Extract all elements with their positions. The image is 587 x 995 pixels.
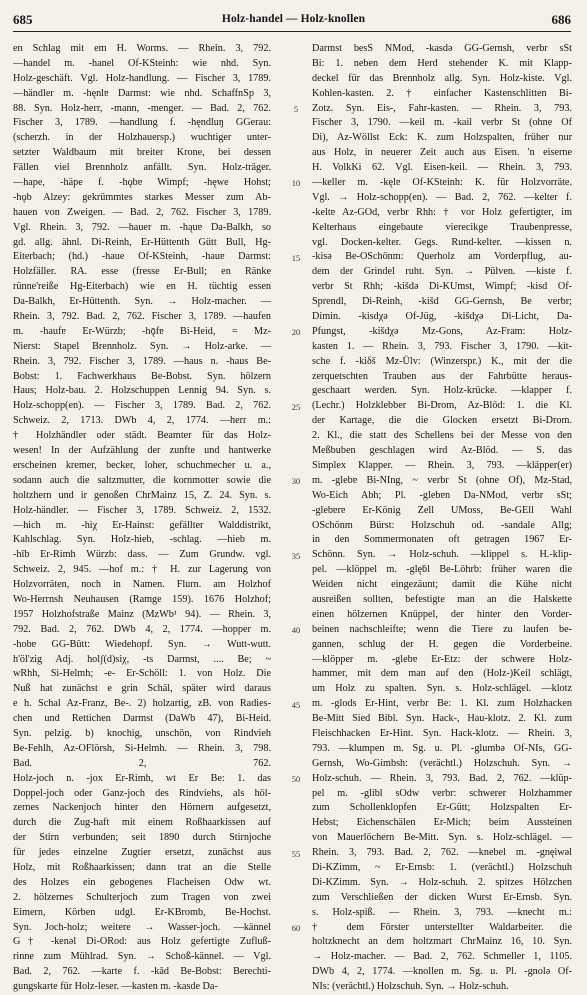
text-line: für jedes einzelne Zugtier ersetzt, zunächst aus: [13, 847, 271, 859]
text-line: Weiden nicht eingezäunt; damit die Kühe nicht: [312, 579, 572, 591]
text-line: Pfungst, -kišdχə Mz-Gons, Az-Fram: Holz-: [312, 325, 572, 337]
line-number: 10: [291, 178, 301, 189]
text-line: Bi: 1. neben dem Herd stehender K. mit Klapp-: [312, 57, 572, 69]
text-line: Sprendl, Di-Reinh, -kišd GG-Gernsh, Be verbr;: [312, 296, 572, 308]
text-line: kasten 1. — Rhein. 3, 793. Fischer 3, 1790. —kit-: [312, 340, 572, 352]
text-line: geschaart werden. Syn. Holz-krücke. —klapper f.: [312, 385, 572, 397]
text-line: in den Sommermonaten oft getragen 1967 Er-: [312, 534, 572, 546]
text-line: 2. hölzernes Schulterjoch zum Tragen von zwei: [13, 891, 271, 903]
text-line: -keltɐ Az-GOd, verbr Rhh: † vor Holz gefertigter, im: [312, 206, 572, 218]
text-line: deckel für das Brennholz allg. Syn. Holz-kiste. Vgl.: [312, 72, 572, 84]
text-line: holtzknecht an dem holtzmart ChrMainz 16, 10. Syn.: [312, 936, 572, 948]
text-line: m. -glods Er-Hint, verbr Be: 1. Kl. zum Holzhacken: [312, 698, 572, 710]
text-line: durch die Zug-haft mit einem Roßhaarkissen auf: [13, 817, 271, 829]
text-line: hauen von Zweigen. — Bad. 2, 762. Fischer 3, 1789.: [13, 206, 271, 218]
text-line: Vgl. Rhein. 3, 792. —hauer m. -hąuɐ Da-Balkh, so: [13, 221, 271, 233]
text-line: Holzvorräten, noch in Namen. Flurn. am Holzhof: [13, 579, 271, 591]
line-number: 45: [291, 699, 301, 710]
text-line: —keller m. -kęlɐ Of-KSteinh: K. für Holzvorräte.: [312, 177, 572, 189]
text-line: —hich m. -hiχ Er-Hainst: gefällter Walddistrikt,: [13, 519, 271, 531]
text-line: des Holzes ein gebogenes Flacheisen Odw wt.: [13, 876, 271, 888]
text-line: -hǫb Alzey: gekrümmtes starkes Messer zum Ab-: [13, 191, 271, 203]
text-line: m. -glebɐ Bi-NIng, ~ verbr St (ohne Of), Mz-Stad,: [312, 474, 572, 486]
text-line: holtzhern und ir genoßen ChrMainz 15, Z. 24. Syn. s.: [13, 489, 271, 501]
left-column: [13, 42, 271, 995]
text-line: Holz, mit Roßhaarkissen; dann trat an die Stelle: [13, 861, 271, 873]
text-line: Schweiz. 2, 1713. DWb 4, 2, 1774. —herr m.:: [13, 415, 271, 427]
text-line: Simplex Klapper. — Rhein. 3, 793. —kläpper(er): [312, 459, 572, 471]
text-line: OSchönm Bürst: Holzschuh od. -sandale Allg;: [312, 519, 572, 531]
text-line: -kisə Be-OSchönm: Querholz am Vorderpflug, au-: [312, 251, 572, 263]
text-line: um Holz zu spalten. Syn. s. Holz-schlägel. —klotz: [312, 683, 572, 695]
text-line: wesen! In der Aufzählung der zunfte und hantwerke: [13, 445, 271, 457]
text-line: dem der Grindel ruht. Syn. → Pülven. —kiste f.: [312, 266, 572, 278]
text-line: Di-KZimm, ~ Er-Ernsb: 1. (verächtl.) Holzschuh: [312, 861, 572, 873]
text-line: gannen, schlug der H. gegen die Vorderbeine.: [312, 638, 572, 650]
text-line: s. Holz-spiß. — Rhein. 3, 793. —knecht m.:: [312, 906, 572, 918]
text-line: H. VolkKi 62. Vgl. Eisen-keil. — Rhein. 3, 793.: [312, 162, 572, 174]
text-line: -hīb Er-Rimh Würzb: dass. — Zum Grundw. vgl.: [13, 549, 271, 561]
text-line: (Lechr.) Holzklebber Bi-Drom, Az-Blöd: 1. die Kl.: [312, 400, 572, 412]
page-number-left: 685: [13, 12, 33, 27]
text-line: Holzfäller. RA. esse (fresse Er-Bull; en Ränke: [13, 266, 271, 278]
text-line: Holz-geschäft. Vgl. Holz-handlung. — Fischer 3, 1789.: [13, 72, 271, 84]
text-line: -hobɐ GG-Bütt: Wiedehopf. Syn. → Wutt-wutt.: [13, 638, 271, 650]
text-line: verbr St Rhh; -kišdə Di-KUmst, Wimpf; -kisd Of-: [312, 281, 572, 293]
text-line: Schweiz. 2, 945. —hof m.: † H. zur Lagerung von: [13, 564, 271, 576]
text-line: —handel m. -hanel Of-KSteinh: wie nhd. Syn.: [13, 57, 271, 69]
text-line: —klöpper m. -glebɐ Er-Etz: der schwere Holz-: [312, 653, 572, 665]
text-line: Eimern, Körben udgl. Er-KBromb, Be-Hochst.: [13, 906, 271, 918]
text-line: —hape, -häpe f. -hǫbɐ Wimpf; -hęwe Hohst;: [13, 177, 271, 189]
text-line: Meßbuben geschlagen wird Az-Blöd. — S. das: [312, 445, 572, 457]
text-line: Kelterhaus eingebaute vierecikge Traubenpresse,: [312, 221, 572, 233]
text-line: zernes Nackenjoch hinter den Hörnern aufgesetzt,: [13, 802, 271, 814]
text-line: setzter Waldbaum mit breiter Krone, bei dessen: [13, 147, 271, 159]
text-line: Doppel-joch oder Ganz-joch des Rindviehs, als höl-: [13, 787, 271, 799]
text-line: -glebɐrɐ Er-König Zell UMoss, Be-GEll Wahl: [312, 504, 572, 516]
text-line: Gernsh, Wo-Gimbsh: (verächtl.) Holzschuh. Syn. →: [312, 757, 572, 769]
text-line: Kohlen-kasten. 2. † einfacher Kastenschlitten Bi-: [312, 87, 572, 99]
text-line: zerquetschten Trauben aus der Fahrbütte heraus-: [312, 370, 572, 382]
text-line: † Holzhändler oder städt. Beamter für das Holz-: [13, 430, 271, 442]
text-line: Syn. Joch-holz; weitere → Wasser-joch. —kännel: [13, 921, 271, 933]
text-line: Zotz. Syn. Eis-, Fahr-kasten. — Rhein. 3, 793.: [312, 102, 572, 114]
text-line: Nierst: Stapel Brennholz. Syn. → Holz-arke. —: [13, 340, 271, 352]
text-line: erscheinen kremer, becker, loher, schuchmecher u. a.,: [13, 459, 271, 471]
text-line: gd. allg. ähnl. Di-Reinh, Er-Hüttenth Gütt Bull, Hg-: [13, 236, 271, 248]
text-line: Dimin. -kisdχə Of-Jüg, -kišdχə Di-Licht, Da-: [312, 311, 572, 323]
text-line: → Holz-macher. — Bad. 2, 762. Schmeller 1, 1105.: [312, 951, 572, 963]
text-line: (scherzh. in der Holzhauersp.) wuchtiger unter-: [13, 132, 271, 144]
text-line: DWb 4, 2, 1774. —knollen m. Sg. u. Pl. -gnolə Of-: [312, 966, 572, 978]
text-line: 793. —klumpen m. Sg. u. Pl. -glumbə Of-NIs, GG-: [312, 742, 572, 754]
line-number: 20: [291, 327, 301, 338]
line-number: 40: [291, 625, 301, 636]
text-line: Darmst besS NMod, -kasdə GG-Gernsh, verbr sSt: [312, 43, 572, 54]
text-line: Rhein. 3, 793. Bad. 2, 762. —knebel m. -gnęiwəl: [312, 847, 572, 859]
text-line: sche f. -kiδš Mz-Ülv: (Winzerspr.) K., mit der die: [312, 355, 572, 367]
text-line: aus Holz, in neuerer Zeit auch aus Eisen. 'n eiserne: [312, 147, 572, 159]
line-number: 55: [291, 848, 301, 859]
text-line: Rhein. 3, 792. Fischer 3, 1789. —haus n. -haus Be-: [13, 355, 271, 367]
text-line: h'öl'zig Adj. holʃ(d)siχ, -ts Darmst, .... Be; ~: [13, 653, 271, 665]
text-line: Vgl. → Holz-schopp(en). — Bad. 2, 762. —kelter f.: [312, 191, 572, 203]
text-line: Hebst; Eichenschälen Er-Mich; beim Aussteinen: [312, 817, 572, 829]
line-number: 35: [291, 550, 301, 561]
text-line: 2. Kl., die statt des Schellens bei der Messe von den: [312, 430, 572, 442]
text-line: zum Schollenklopfen Er-Gütt; Holzspalten Er-: [312, 802, 572, 814]
text-line: 1957 Holzhofstraße Mainz (MzWb¹ 94). — Rhein. 3,: [13, 608, 271, 620]
text-line: Kahlschlag. Syn. Holz-hieb, -schlag. —hieb m.: [13, 534, 271, 546]
running-head: Holz-handel — Holz-knollen: [221, 13, 366, 25]
text-line: gungskarte für Holz-leser. —kasten m. -kasde Da-: [13, 981, 218, 993]
text-line: Fischer 3, 1789. —handlung f. -hęndluŋ GGerau:: [13, 117, 271, 129]
text-line: NIs: (verächtl.) Holzschuh. Syn. → Holz-schuh.: [312, 981, 509, 993]
text-line: Bobst: 1. Fachwerkhaus Be-Bobst. Syn. hölzern: [13, 370, 271, 382]
line-number: 60: [291, 923, 301, 934]
text-line: Holz-schopp(en). — Fischer 3, 1789. Bad. 2, 762.: [13, 400, 271, 412]
text-line: Di-KZimm. Syn. → Holz-schuh. 2. spitzes Hölzchen: [312, 876, 572, 888]
text-line: Fällen viel Brennholz anfällt. Syn. Holz-träger.: [13, 162, 271, 174]
text-line: 88. Syn. Holz-herr, -mann, -menger. — Bad. 2, 762.: [13, 102, 271, 114]
text-line: zum Verschließen der dicken Wurst Er-Ernsb. Syn.: [312, 891, 572, 903]
text-line: einen hölzernen Knüppel, der hinter den Vorder-: [312, 608, 572, 620]
text-line: beinen nachschleifte; wenn die Tiere zu laufen be-: [312, 623, 572, 635]
line-number: 50: [291, 774, 301, 785]
text-line: hammer, mit dem man auf den (Holz-)Keil schlägt,: [312, 668, 572, 680]
text-line: vgl. Docken-kelter. Gegs. Rund-kelter. —kissen n.: [312, 236, 572, 248]
text-line: Da-Balkh, Er-Hüttenth. Syn. → Holz-macher. —: [13, 296, 271, 308]
line-number: 15: [291, 252, 301, 263]
line-number: 30: [291, 476, 301, 487]
text-line: pel m. -glibl sOdw verbr: schwerer Holzhammer: [312, 787, 572, 799]
text-line: G† -kenəl Di-ORod: aus Holz gefertigte Zufluß-: [13, 936, 271, 948]
text-line: Nuß hat zunächst e grin Schäl, später wird daraus: [13, 683, 271, 695]
text-line: der Stirn verbunden; seit 1890 durch Stirnjoche: [13, 832, 271, 844]
text-line: 792. Bad. 2, 762. DWb 4, 2, 1774. —hopper m.: [13, 623, 271, 635]
page-number-right: 686: [551, 12, 571, 27]
right-column: [312, 42, 572, 995]
line-number: 25: [291, 401, 301, 412]
text-line: pel. —klöppel m. -glęḃl Be-Löhrb: früher waren die: [312, 564, 572, 576]
text-line: Eiterbach; (hd.) -haue Of-KSteinh, -hauɐ Darmst:: [13, 251, 271, 263]
text-line: Wo-Herrnsh Neuhausen (Ramge 159). 1676 Holzhof;: [13, 593, 271, 605]
text-line: der Kartage, die die Glocken ersetzt Bi-Drom.: [312, 415, 572, 427]
text-line: m. -haufɐ Er-Würzb; -hǭfɐ Bi-Heid, = Mz-: [13, 325, 271, 337]
text-line: chen und Rettichen Darmst (DaWb 47), Bi-Heid.: [13, 713, 271, 725]
text-line: Wo-Eich Abh; Pl. -glebɐn Da-NMod, verbr sSt;: [312, 489, 572, 501]
text-line: von Mauerlöchern Be-Mitt. Syn. s. Holz-schlägel. —: [312, 832, 572, 844]
text-line: Be-Mitt Sied Bibl. Syn. Hack-, Hau-klotz. 2. Kl. zum: [312, 713, 572, 725]
page-header: [0, 12, 587, 30]
text-line: wRhh, Si-Helmh; -e- Er-Schöll: 1. von Holz. Die: [13, 668, 271, 680]
text-line: ausreißen sollten, befestigte man an die Halskette: [312, 593, 572, 605]
text-line: sodann auch die saltzmutter, die kornmotter sowie die: [13, 474, 271, 486]
text-line: Holz-händler. — Fischer 3, 1789. Schweiz. 2, 1532.: [13, 504, 271, 516]
text-line: Be-Fehlh, Az-OFlörsh, Si-Helmh. — Rhein. 3, 798.: [13, 742, 271, 754]
text-line: rinne zum Mühlrad. Syn. → Schoß-kännel. — Vgl.: [13, 951, 271, 963]
text-line: Syn. pelzig. b) knochig, unschön, von Rindvieh: [13, 727, 271, 739]
text-line: Holz-schuh. — Rhein. 3, 793. Bad. 2, 762. —klüp-: [312, 772, 572, 784]
text-line: Rhein. 3, 792. Bad. 2, 762. Fischer 3, 1789. —haufen: [13, 311, 271, 323]
text-line: rünne'reiße Hg-Eiterbach) wie en H. tüchtig essen: [13, 281, 271, 293]
text-line: Bad. 2, 762.: [13, 757, 271, 769]
text-line: Fleischhacken Er-Hint. Syn. Hack-klotz. — Rhein. 3,: [312, 727, 572, 739]
text-line: Fischer 3, 1790. —keil m. -kail verbr St (ohne Of: [312, 117, 572, 129]
text-line: Di), Az-Wöllst Eck: K. zum Holzspalten, früher nur: [312, 132, 572, 144]
header-rule: [13, 31, 571, 32]
line-number: 5: [293, 103, 299, 114]
text-line: Bad. 2, 762. —karte f. -kād Be-Bobst: Berechti-: [13, 966, 271, 978]
text-line: † dem Förster unterstellter Waldarbeiter. die: [312, 921, 572, 933]
text-line: Schönn. Syn. → Holz-schuh. —klippel s. H.-klip-: [312, 549, 572, 561]
text-line: en Schlag mit em H. Worms. — Rhein. 3, 792.: [13, 43, 271, 54]
text-line: Holz-joch n. -jox Er-Rimh, wt Er Be: 1. das: [13, 772, 271, 784]
text-line: Haus; Holz-bau. 2. Holzschuppen Lennig 94. Syn. s.: [13, 385, 271, 397]
text-line: —händler m. -hęnlɐ Darmst: wie nhd. SchaffnSp 3,: [13, 87, 271, 99]
text-line: e h. Schal Az-Franz, Be-. 2) holzartig, zB. von Radies-: [13, 698, 271, 710]
